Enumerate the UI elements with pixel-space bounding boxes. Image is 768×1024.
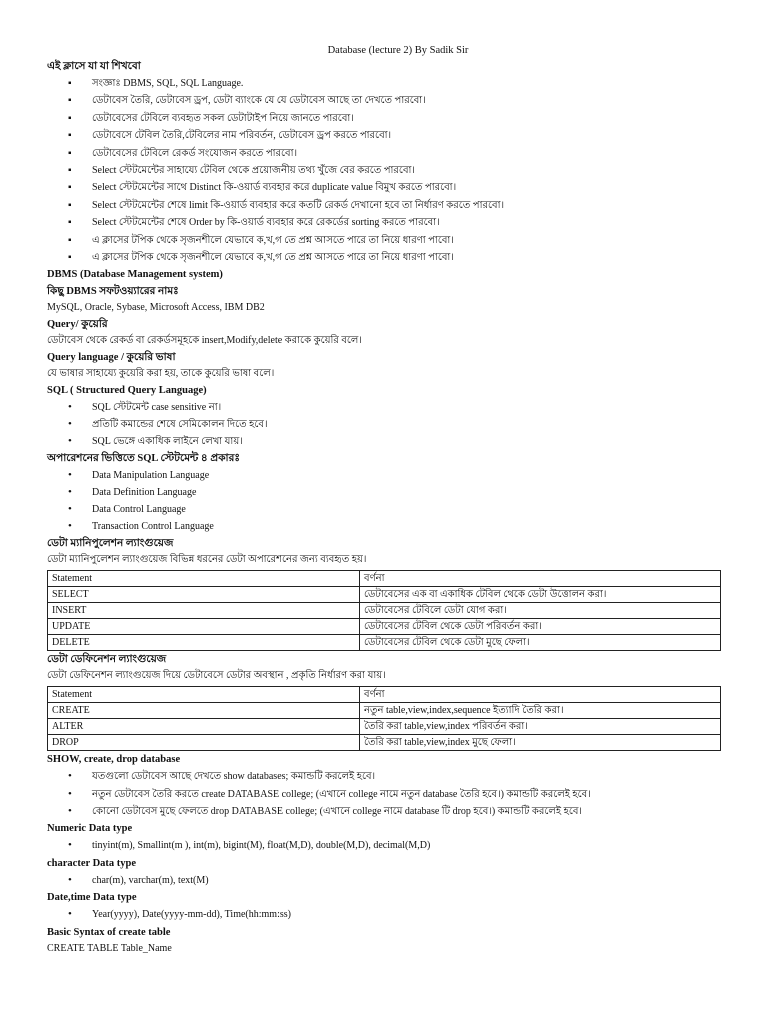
dml-heading: ডেটা ম্যানিপুলেশন ল্যাংগুয়েজ bbox=[47, 538, 174, 550]
table-cell: SELECT bbox=[48, 587, 360, 603]
table-cell: ডেটাবেসের টেবিল থেকে ডেটা মুছে ফেলা। bbox=[360, 635, 721, 651]
numeric-type-item: • tinyint(m), Smallint(m ), int(m), bigint(M), float(M,D), double(M,D), decimal(M,D) bbox=[47, 837, 721, 854]
sql-list bbox=[47, 399, 721, 450]
table-header-row bbox=[48, 571, 721, 587]
sql-item: • SQL ভেঙ্গে একাধিক লাইনে লেখা যায়। bbox=[47, 433, 721, 450]
show-db-item: • কোনো ডেটাবেস মুছে ফেলতে drop DATABASE college; (এখানে college নামে database টি drop হবে।) কমান্ডটি করলেই হবে। bbox=[47, 803, 721, 820]
ddl-text: ডেটা ডেফিনেশন ল্যাংগুয়েজ দিয়ে ডেটাবেসে ডেটার অবস্থান , প্রকৃতি নির্ধারণ করা যায়। bbox=[47, 670, 386, 682]
query-text: ডেটাবেস থেকে রেকর্ড বা রেকর্ডসমূহকে insert,Modify,delete করাকে কুয়েরি বলে। bbox=[47, 335, 362, 347]
show-db-item: • নতুন ডেটাবেস তৈরি করতে create DATABASE college; (এখানে college নামে নতুন database তৈরি হবে।) কমান্ডটি করলেই হবে। bbox=[47, 786, 721, 803]
intro-item: ▪ এ ক্লাসের টপিক থেকে সৃজনশীলে যেভাবে ক,খ,গ তে প্রশ্ন আসতে পারে তা নিয়ে ধারণা পাবো। bbox=[47, 249, 721, 266]
statement-types-list bbox=[47, 467, 721, 535]
dml-table bbox=[47, 570, 721, 651]
table-cell: ডেটাবেসের এক বা একাধিক টেবিল থেকে ডেটা উত্তোলন করা। bbox=[360, 587, 721, 603]
table-cell: UPDATE bbox=[48, 619, 360, 635]
intro-item: ▪ Select স্টেটমেন্টের শেষে Order by কি-ওয়ার্ড ব্যবহার করে রেকর্ডের sorting করতে পারবো। bbox=[47, 214, 721, 231]
table-cell: DELETE bbox=[48, 635, 360, 651]
numeric-type-heading: Numeric Data type bbox=[47, 823, 133, 835]
ddl-table bbox=[47, 686, 721, 751]
statement-type-item: • Data Control Language bbox=[47, 501, 721, 518]
table-cell: তৈরি করা table,view,index পরিবর্তন করা। bbox=[360, 719, 721, 735]
table-header-cell: Statement bbox=[48, 571, 360, 587]
intro-list bbox=[47, 75, 721, 266]
character-type-item: • char(m), varchar(m), text(M) bbox=[47, 872, 721, 889]
table-header-cell: বর্ণনা bbox=[360, 687, 721, 703]
table-cell: ডেটাবেসের টেবিল থেকে ডেটা পরিবর্তন করা। bbox=[360, 619, 721, 635]
table-row bbox=[48, 603, 721, 619]
table-header-row bbox=[48, 687, 721, 703]
query-heading: Query/ কুয়েরি bbox=[47, 319, 108, 331]
query-language-text: যে ভাষার সাহায্যে কুয়েরি করা হয়, তাকে কুয়েরি ভাষা বলে। bbox=[47, 368, 275, 380]
page-title: Database (lecture 2) By Sadik Sir bbox=[327, 45, 469, 56]
datetime-type-item: • Year(yyyy), Date(yyyy-mm-dd), Time(hh:mm:ss) bbox=[47, 906, 721, 923]
table-row bbox=[48, 587, 721, 603]
datetime-type-heading: Date,time Data type bbox=[47, 892, 137, 904]
intro-item: ▪ Select স্টেটমেন্টের সাহায্যে টেবিল থেকে প্রয়োজনীয় তথ্য খুঁজে বের করতে পারবো। bbox=[47, 162, 721, 179]
table-cell: DROP bbox=[48, 735, 360, 751]
statement-types-heading: অপারেশনের ভিত্তিতে SQL স্টেটমেন্ট ৪ প্রকারঃ bbox=[47, 453, 240, 465]
syntax-heading: Basic Syntax of create table bbox=[47, 926, 171, 938]
datetime-type-list bbox=[47, 906, 721, 923]
intro-item: ▪ Select স্টেটমেন্টের শেষে limit কি-ওয়ার্ড ব্যবহার করে কতটি রেকর্ড দেখানো হবে তা নির্ধারণ করতে পারবো। bbox=[47, 197, 721, 214]
syntax-text: CREATE TABLE Table_Name bbox=[47, 942, 172, 954]
table-cell: তৈরি করা table,view,index মুছে ফেলা। bbox=[360, 735, 721, 751]
table-cell: INSERT bbox=[48, 603, 360, 619]
table-cell: ALTER bbox=[48, 719, 360, 735]
statement-type-item: • Transaction Control Language bbox=[47, 518, 721, 535]
statement-type-item: • Data Definition Language bbox=[47, 484, 721, 501]
dbms-software-heading: কিছু DBMS সফটওয়্যারের নামঃ bbox=[47, 286, 179, 298]
table-row bbox=[48, 619, 721, 635]
table-row bbox=[48, 635, 721, 651]
intro-heading: এই ক্লাসে যা যা শিখবো bbox=[47, 61, 141, 72]
table-header-cell: বর্ণনা bbox=[360, 571, 721, 587]
dml-text: ডেটা ম্যানিপুলেশন ল্যাংগুয়েজ বিভিন্ন ধরনের ডেটা অপারেশনের জন্য ব্যবহৃত হয়। bbox=[47, 554, 367, 566]
table-row bbox=[48, 719, 721, 735]
table-cell: নতুন table,view,index,sequence ইত্যাদি তৈরি করা। bbox=[360, 703, 721, 719]
character-type-heading: character Data type bbox=[47, 857, 137, 869]
intro-item: ▪ Select স্টেটমেন্টের সাথে Distinct কি-ওয়ার্ড ব্যবহার করে duplicate value বিমুখ করতে পারবো। bbox=[47, 179, 721, 196]
intro-item: ▪ সংজ্ঞাঃ DBMS, SQL, SQL Language. bbox=[47, 75, 721, 92]
intro-item: ▪ ডেটাবেস তৈরি, ডেটাবেস ড্রপ, ডেটা ব্যাংকে যে যে ডেটাবেস আছে তা দেখতে পারবো। bbox=[47, 92, 721, 109]
show-db-list bbox=[47, 768, 721, 820]
sql-heading: SQL ( Structured Query Language) bbox=[47, 385, 207, 397]
intro-item: ▪ ডেটাবেসের টেবিলে রেকর্ড সংযোজন করতে পারবো। bbox=[47, 145, 721, 162]
numeric-type-list bbox=[47, 837, 721, 854]
intro-item: ▪ এ ক্লাসের টপিক থেকে সৃজনশীলে যেভাবে ক,খ,গ তে প্রশ্ন আসতে পারে তা নিয়ে ধারণা পাবো। bbox=[47, 232, 721, 249]
ddl-heading: ডেটা ডেফিনেশন ল্যাংগুয়েজ bbox=[47, 654, 167, 666]
dbms-heading: DBMS (Database Management system) bbox=[47, 269, 223, 281]
intro-item: ▪ ডেটাবেসের টেবিলে ব্যবহৃত সকল ডেটাটাইপ নিয়ে জানতে পারবো। bbox=[47, 110, 721, 127]
show-db-heading: SHOW, create, drop database bbox=[47, 754, 181, 766]
character-type-list bbox=[47, 872, 721, 889]
statement-type-item: • Data Manipulation Language bbox=[47, 467, 721, 484]
table-row bbox=[48, 735, 721, 751]
table-cell: ডেটাবেসের টেবিলে ডেটা যোগ করা। bbox=[360, 603, 721, 619]
table-row bbox=[48, 703, 721, 719]
sql-item: • প্রতিটি কমান্ডের শেষে সেমিকোলন দিতে হবে। bbox=[47, 416, 721, 433]
table-header-cell: Statement bbox=[48, 687, 360, 703]
table-cell: CREATE bbox=[48, 703, 360, 719]
query-language-heading: Query language / কুয়েরি ভাষা bbox=[47, 352, 176, 364]
dbms-software-list: MySQL, Oracle, Sybase, Microsoft Access, IBM DB2 bbox=[47, 302, 265, 314]
document-page bbox=[47, 44, 721, 957]
intro-item: ▪ ডেটাবেসে টেবিল তৈরি,টেবিলের নাম পরিবর্তন, ডেটাবেস ড্রপ করতে পারবো। bbox=[47, 127, 721, 144]
sql-item: • SQL স্টেটমেন্ট case sensitive না। bbox=[47, 399, 721, 416]
show-db-item: • যতগুলো ডেটাবেস আছে দেখতে show databases; কমান্ডটি করলেই হবে। bbox=[47, 768, 721, 785]
